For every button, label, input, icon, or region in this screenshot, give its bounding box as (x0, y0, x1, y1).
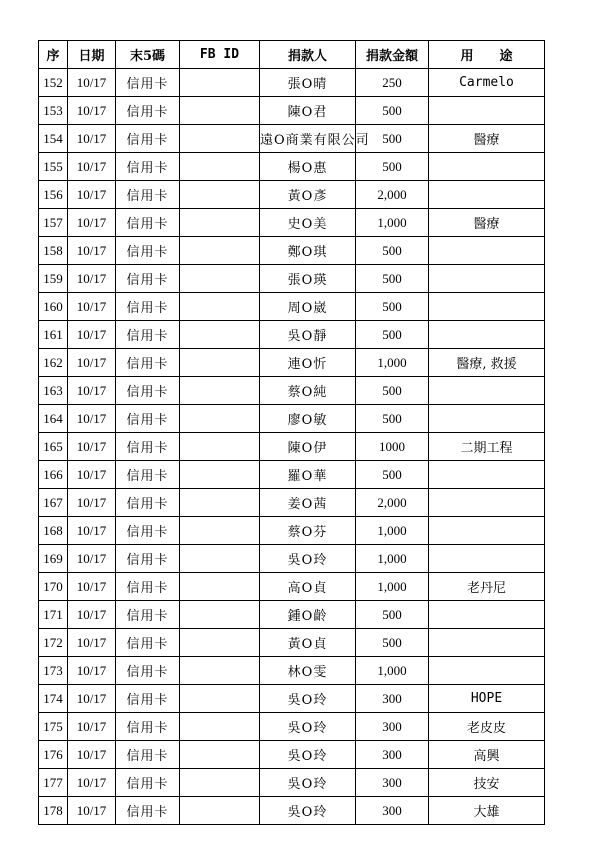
cell-amount: 500 (356, 629, 429, 657)
cell-purpose (429, 321, 545, 349)
table-body (39, 69, 545, 825)
cell-fb-id (180, 377, 260, 405)
cell-seq: 158 (39, 237, 68, 265)
cell-amount: 300 (356, 797, 429, 825)
cell-amount: 2,000 (356, 489, 429, 517)
cell-donor: 吳O玲 (260, 797, 356, 825)
cell-last5: 信用卡 (116, 209, 180, 237)
cell-date: 10/17 (68, 97, 116, 125)
table-row (39, 685, 545, 713)
cell-donor: 吳O靜 (260, 321, 356, 349)
cell-fb-id (180, 769, 260, 797)
cell-amount: 500 (356, 405, 429, 433)
cell-amount: 250 (356, 69, 429, 97)
cell-seq: 156 (39, 181, 68, 209)
table-row (39, 293, 545, 321)
cell-fb-id (180, 97, 260, 125)
cell-purpose: 醫療 (429, 125, 545, 153)
cell-date: 10/17 (68, 237, 116, 265)
cell-amount: 500 (356, 153, 429, 181)
cell-purpose: 高興 (429, 741, 545, 769)
cell-seq: 152 (39, 69, 68, 97)
cell-seq: 153 (39, 97, 68, 125)
table-row (39, 517, 545, 545)
cell-date: 10/17 (68, 797, 116, 825)
cell-donor: 羅O華 (260, 461, 356, 489)
cell-last5: 信用卡 (116, 405, 180, 433)
cell-last5: 信用卡 (116, 433, 180, 461)
table-row (39, 209, 545, 237)
cell-donor: 周O崴 (260, 293, 356, 321)
cell-purpose (429, 657, 545, 685)
cell-fb-id (180, 573, 260, 601)
cell-donor: 陳O君 (260, 97, 356, 125)
cell-date: 10/17 (68, 657, 116, 685)
cell-last5: 信用卡 (116, 69, 180, 97)
table-row (39, 237, 545, 265)
cell-purpose: 老皮皮 (429, 713, 545, 741)
table-row (39, 97, 545, 125)
table-row (39, 657, 545, 685)
cell-amount: 500 (356, 265, 429, 293)
cell-last5: 信用卡 (116, 713, 180, 741)
cell-seq: 176 (39, 741, 68, 769)
cell-donor: 蔡O純 (260, 377, 356, 405)
cell-purpose (429, 405, 545, 433)
cell-fb-id (180, 125, 260, 153)
cell-last5: 信用卡 (116, 769, 180, 797)
cell-donor: 蔡O芬 (260, 517, 356, 545)
cell-seq: 170 (39, 573, 68, 601)
cell-donor: 吳O玲 (260, 713, 356, 741)
cell-seq: 159 (39, 265, 68, 293)
cell-amount: 300 (356, 769, 429, 797)
table-row (39, 741, 545, 769)
cell-amount: 1,000 (356, 657, 429, 685)
cell-amount: 1,000 (356, 209, 429, 237)
table-row (39, 601, 545, 629)
cell-seq: 157 (39, 209, 68, 237)
cell-last5: 信用卡 (116, 797, 180, 825)
table-row (39, 713, 545, 741)
cell-amount: 2,000 (356, 181, 429, 209)
cell-fb-id (180, 489, 260, 517)
cell-last5: 信用卡 (116, 657, 180, 685)
cell-date: 10/17 (68, 629, 116, 657)
table-row (39, 349, 545, 377)
cell-date: 10/17 (68, 125, 116, 153)
donation-table (38, 40, 545, 825)
cell-amount: 500 (356, 461, 429, 489)
cell-amount: 500 (356, 377, 429, 405)
cell-donor: 林O雯 (260, 657, 356, 685)
table-row (39, 489, 545, 517)
cell-donor: 張O瑛 (260, 265, 356, 293)
cell-last5: 信用卡 (116, 573, 180, 601)
cell-last5: 信用卡 (116, 237, 180, 265)
cell-last5: 信用卡 (116, 601, 180, 629)
cell-last5: 信用卡 (116, 741, 180, 769)
cell-donor: 鍾O齡 (260, 601, 356, 629)
cell-donor: 史O美 (260, 209, 356, 237)
cell-date: 10/17 (68, 377, 116, 405)
cell-seq: 178 (39, 797, 68, 825)
cell-amount: 1,000 (356, 573, 429, 601)
cell-last5: 信用卡 (116, 153, 180, 181)
table-row (39, 797, 545, 825)
cell-date: 10/17 (68, 461, 116, 489)
cell-last5: 信用卡 (116, 293, 180, 321)
cell-date: 10/17 (68, 153, 116, 181)
cell-seq: 166 (39, 461, 68, 489)
table-row (39, 461, 545, 489)
cell-date: 10/17 (68, 181, 116, 209)
cell-fb-id (180, 601, 260, 629)
cell-donor: 吳O玲 (260, 545, 356, 573)
cell-seq: 155 (39, 153, 68, 181)
header-last5: 末5碼 (116, 41, 180, 69)
cell-purpose: 大雄 (429, 797, 545, 825)
cell-seq: 173 (39, 657, 68, 685)
cell-fb-id (180, 321, 260, 349)
cell-last5: 信用卡 (116, 265, 180, 293)
cell-fb-id (180, 713, 260, 741)
header-fb-id: FB ID (180, 41, 260, 69)
table-row (39, 377, 545, 405)
cell-fb-id (180, 461, 260, 489)
cell-purpose (429, 293, 545, 321)
header-seq: 序 (39, 41, 68, 69)
cell-seq: 168 (39, 517, 68, 545)
cell-amount: 1,000 (356, 545, 429, 573)
cell-fb-id (180, 741, 260, 769)
table-row (39, 545, 545, 573)
cell-fb-id (180, 237, 260, 265)
cell-amount: 500 (356, 125, 429, 153)
cell-date: 10/17 (68, 349, 116, 377)
cell-purpose (429, 517, 545, 545)
cell-last5: 信用卡 (116, 377, 180, 405)
cell-seq: 169 (39, 545, 68, 573)
table-row (39, 69, 545, 97)
cell-amount: 300 (356, 685, 429, 713)
cell-last5: 信用卡 (116, 461, 180, 489)
header-amount: 捐款金額 (356, 41, 429, 69)
cell-seq: 161 (39, 321, 68, 349)
cell-date: 10/17 (68, 601, 116, 629)
cell-date: 10/17 (68, 573, 116, 601)
cell-fb-id (180, 517, 260, 545)
cell-last5: 信用卡 (116, 517, 180, 545)
cell-fb-id (180, 209, 260, 237)
cell-last5: 信用卡 (116, 97, 180, 125)
cell-seq: 163 (39, 377, 68, 405)
cell-purpose: 老丹尼 (429, 573, 545, 601)
cell-donor: 張O晴 (260, 69, 356, 97)
cell-donor: 廖O敏 (260, 405, 356, 433)
cell-fb-id (180, 69, 260, 97)
cell-last5: 信用卡 (116, 181, 180, 209)
cell-fb-id (180, 265, 260, 293)
cell-seq: 177 (39, 769, 68, 797)
cell-purpose (429, 153, 545, 181)
cell-seq: 167 (39, 489, 68, 517)
cell-seq: 162 (39, 349, 68, 377)
cell-fb-id (180, 405, 260, 433)
cell-donor: 陳O伊 (260, 433, 356, 461)
cell-date: 10/17 (68, 489, 116, 517)
cell-last5: 信用卡 (116, 349, 180, 377)
cell-fb-id (180, 797, 260, 825)
cell-seq: 164 (39, 405, 68, 433)
cell-date: 10/17 (68, 517, 116, 545)
table-row (39, 573, 545, 601)
cell-purpose: 醫療 (429, 209, 545, 237)
cell-last5: 信用卡 (116, 545, 180, 573)
cell-fb-id (180, 433, 260, 461)
cell-donor: 吳O玲 (260, 685, 356, 713)
cell-amount: 1,000 (356, 517, 429, 545)
cell-date: 10/17 (68, 265, 116, 293)
cell-amount: 300 (356, 741, 429, 769)
cell-donor: 連O忻 (260, 349, 356, 377)
cell-purpose (429, 181, 545, 209)
cell-donor: 黃O彥 (260, 181, 356, 209)
cell-purpose (429, 237, 545, 265)
cell-donor: 遠O商業有限公司 (260, 125, 356, 153)
cell-donor: 吳O玲 (260, 741, 356, 769)
cell-date: 10/17 (68, 293, 116, 321)
cell-fb-id (180, 685, 260, 713)
cell-amount: 500 (356, 237, 429, 265)
cell-donor: 楊O惠 (260, 153, 356, 181)
cell-amount: 1,000 (356, 349, 429, 377)
cell-purpose: 技安 (429, 769, 545, 797)
cell-fb-id (180, 293, 260, 321)
header-date: 日期 (68, 41, 116, 69)
cell-date: 10/17 (68, 685, 116, 713)
table-row (39, 181, 545, 209)
cell-amount: 500 (356, 97, 429, 125)
cell-fb-id (180, 629, 260, 657)
table-row (39, 125, 545, 153)
cell-last5: 信用卡 (116, 489, 180, 517)
cell-seq: 154 (39, 125, 68, 153)
cell-donor: 吳O玲 (260, 769, 356, 797)
cell-amount: 1000 (356, 433, 429, 461)
table-row (39, 265, 545, 293)
table-row (39, 321, 545, 349)
cell-purpose (429, 489, 545, 517)
cell-last5: 信用卡 (116, 321, 180, 349)
cell-purpose (429, 97, 545, 125)
cell-donor: 黃O貞 (260, 629, 356, 657)
header-purpose: 用 途 (429, 41, 545, 69)
cell-date: 10/17 (68, 69, 116, 97)
cell-fb-id (180, 181, 260, 209)
cell-date: 10/17 (68, 545, 116, 573)
cell-donor: 高O貞 (260, 573, 356, 601)
cell-amount: 500 (356, 321, 429, 349)
cell-seq: 165 (39, 433, 68, 461)
table-row (39, 153, 545, 181)
cell-fb-id (180, 545, 260, 573)
cell-purpose (429, 377, 545, 405)
table-row (39, 629, 545, 657)
cell-purpose: Carmelo (429, 69, 545, 97)
cell-purpose (429, 545, 545, 573)
cell-amount: 500 (356, 601, 429, 629)
cell-purpose (429, 461, 545, 489)
cell-fb-id (180, 657, 260, 685)
cell-seq: 174 (39, 685, 68, 713)
header-donor: 捐款人 (260, 41, 356, 69)
cell-purpose: 二期工程 (429, 433, 545, 461)
table-row (39, 433, 545, 461)
cell-date: 10/17 (68, 321, 116, 349)
cell-seq: 171 (39, 601, 68, 629)
cell-purpose: 醫療, 救援 (429, 349, 545, 377)
cell-amount: 500 (356, 293, 429, 321)
table-header-row (39, 41, 545, 69)
cell-date: 10/17 (68, 433, 116, 461)
cell-fb-id (180, 349, 260, 377)
cell-seq: 175 (39, 713, 68, 741)
cell-date: 10/17 (68, 769, 116, 797)
cell-purpose (429, 629, 545, 657)
cell-date: 10/17 (68, 209, 116, 237)
cell-last5: 信用卡 (116, 125, 180, 153)
cell-date: 10/17 (68, 741, 116, 769)
cell-last5: 信用卡 (116, 629, 180, 657)
cell-date: 10/17 (68, 713, 116, 741)
cell-purpose (429, 265, 545, 293)
cell-date: 10/17 (68, 405, 116, 433)
table-row (39, 405, 545, 433)
cell-purpose (429, 601, 545, 629)
cell-amount: 300 (356, 713, 429, 741)
cell-seq: 172 (39, 629, 68, 657)
cell-purpose: HOPE (429, 685, 545, 713)
table-row (39, 769, 545, 797)
cell-seq: 160 (39, 293, 68, 321)
cell-donor: 姜O茜 (260, 489, 356, 517)
cell-donor: 鄭O琪 (260, 237, 356, 265)
cell-last5: 信用卡 (116, 685, 180, 713)
cell-fb-id (180, 153, 260, 181)
